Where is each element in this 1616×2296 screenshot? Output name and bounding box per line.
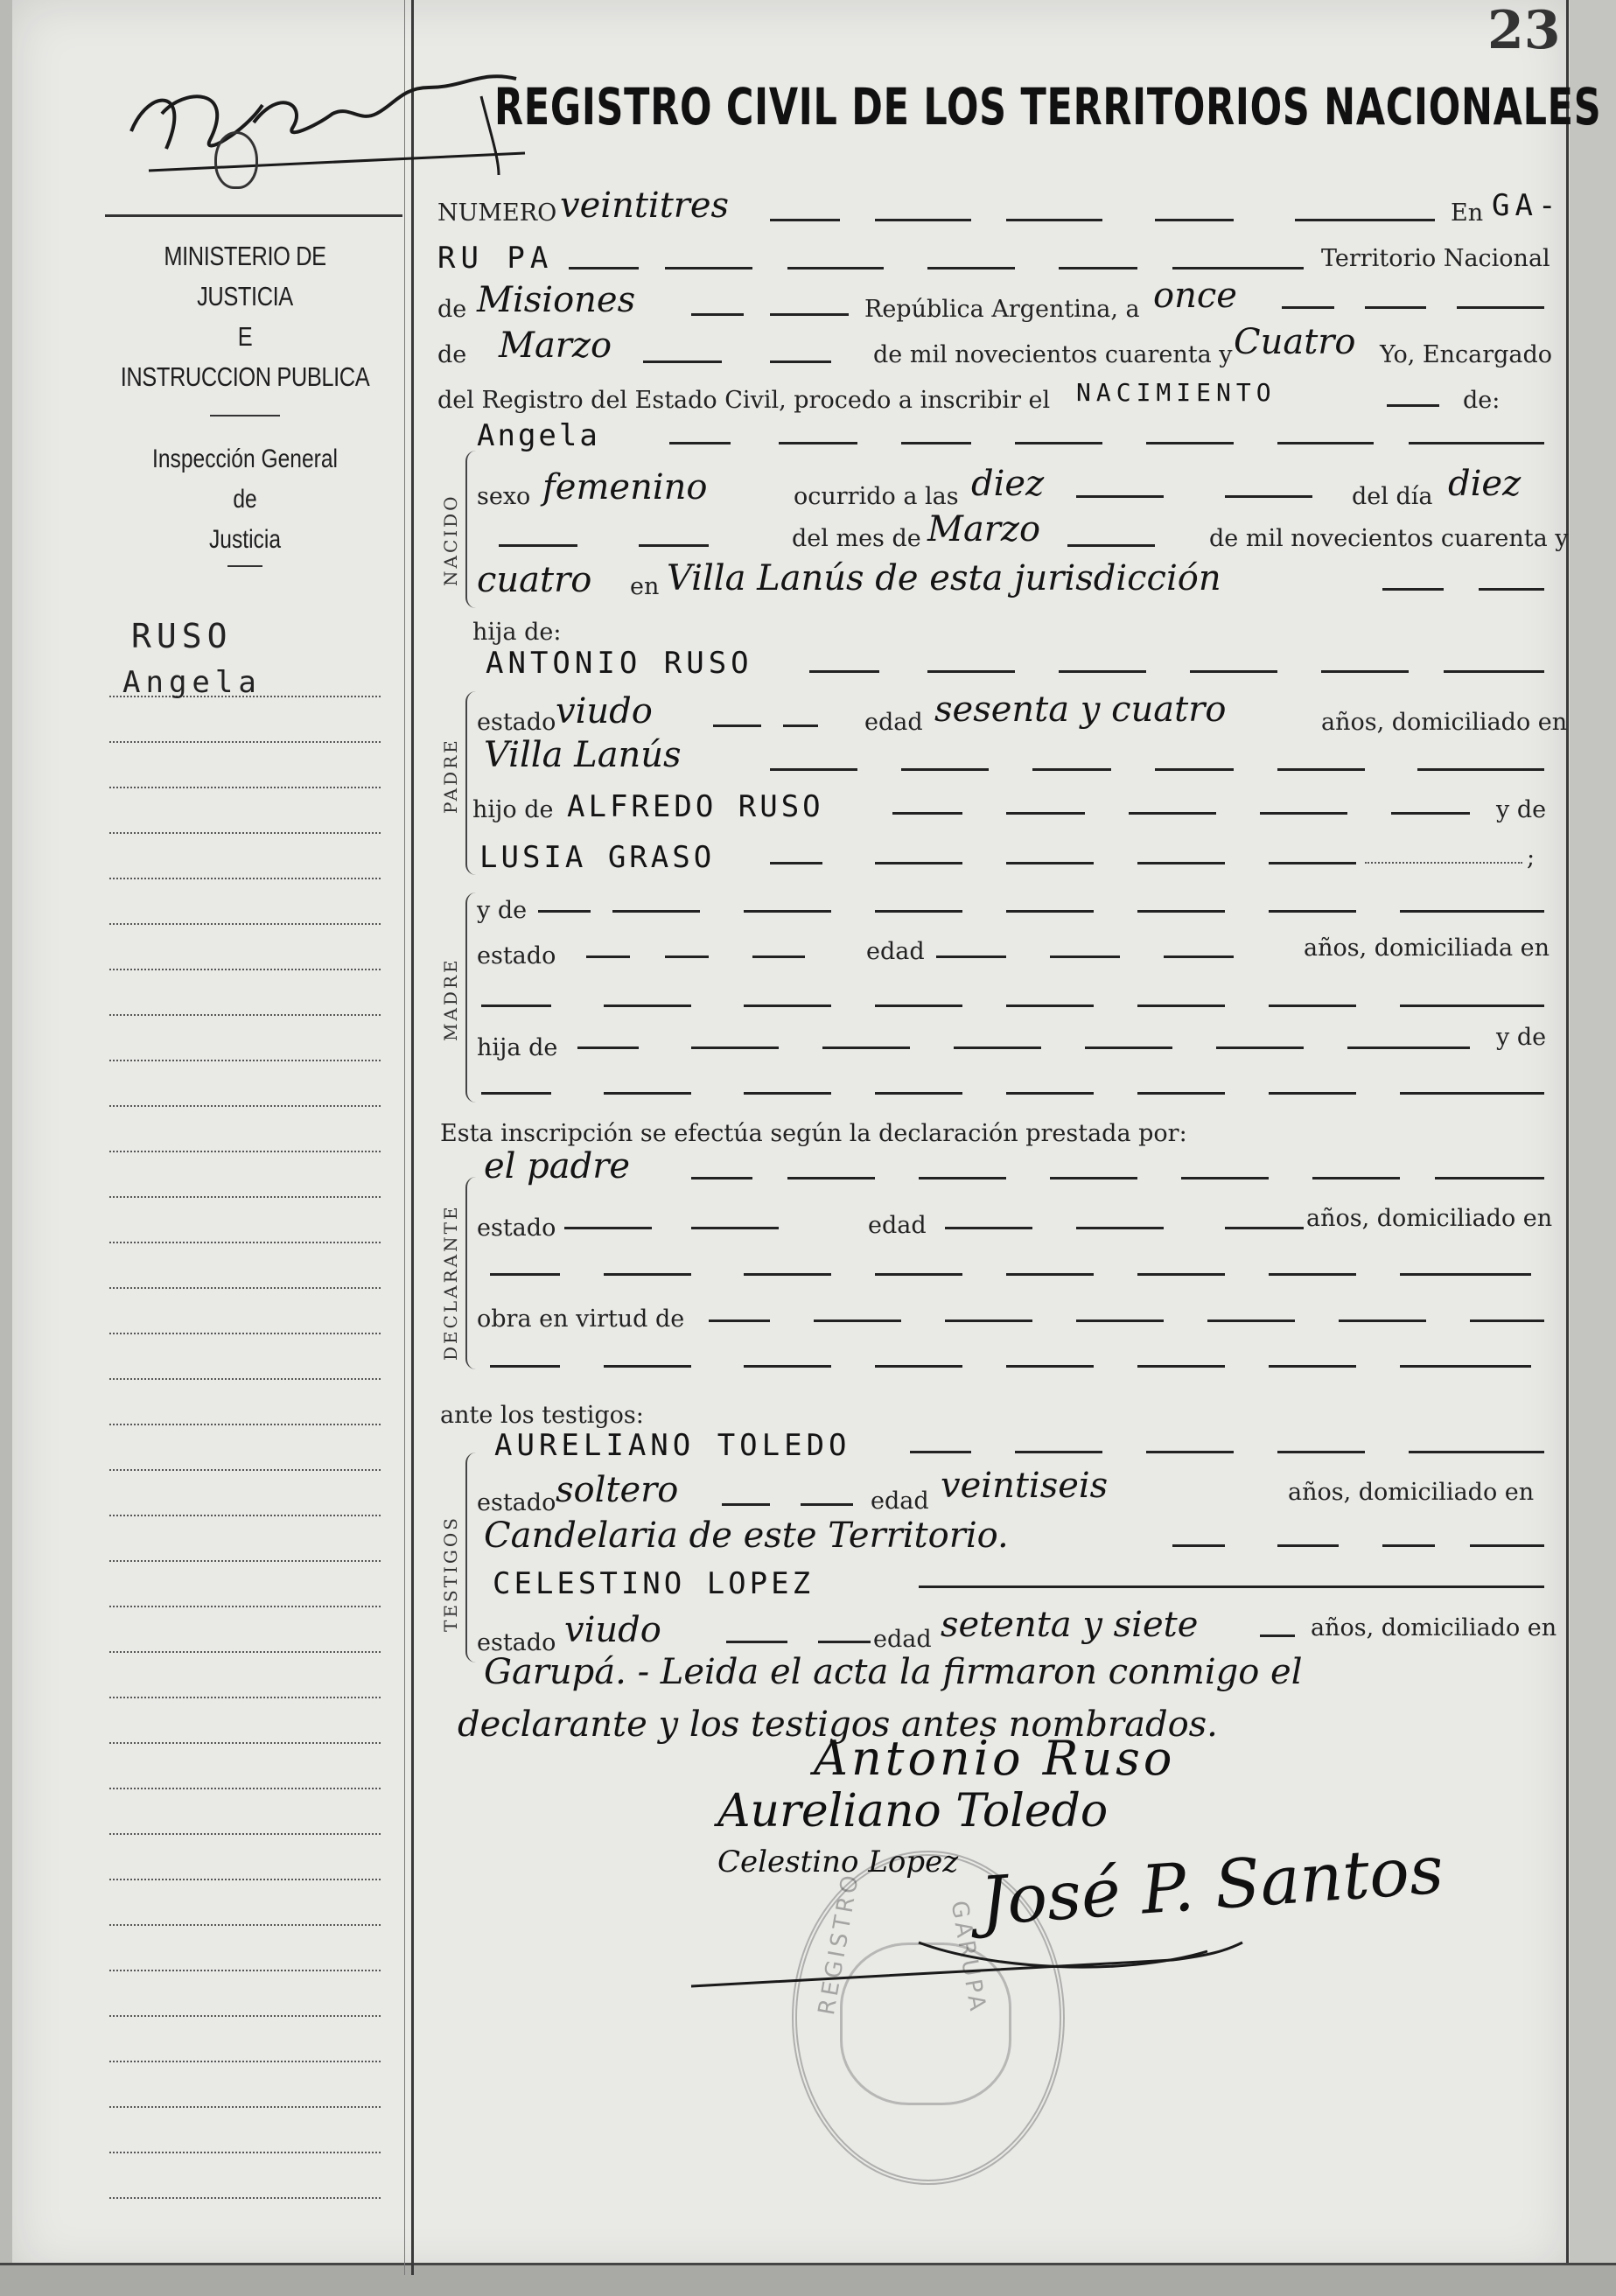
month-value: Marzo bbox=[499, 326, 612, 366]
filler-dash bbox=[954, 1046, 1041, 1049]
filler-dash bbox=[713, 724, 761, 727]
del-dia-label: del día bbox=[1352, 483, 1433, 510]
filler-dash bbox=[1190, 670, 1277, 673]
filler-dash bbox=[1225, 1227, 1304, 1229]
filler-dash bbox=[722, 1503, 770, 1506]
witness1-name: AURELIANO TOLEDO bbox=[494, 1428, 851, 1463]
filler-dash bbox=[691, 1046, 779, 1049]
filler-dash bbox=[875, 1092, 962, 1095]
filler-dash bbox=[1076, 1320, 1164, 1322]
filler-dash bbox=[1006, 219, 1102, 221]
inspection-line-3: Justicia bbox=[208, 525, 282, 554]
filler-dash bbox=[1050, 1177, 1137, 1180]
filler-dash bbox=[770, 862, 822, 864]
en-label: En bbox=[1451, 200, 1484, 227]
filler-dash bbox=[1059, 670, 1146, 673]
label-padre: PADRE bbox=[440, 738, 461, 814]
filler-dash bbox=[1032, 768, 1111, 771]
year-value: Cuatro bbox=[1234, 322, 1356, 362]
w2-anos-domiciliado-label: años, domiciliado en bbox=[1311, 1614, 1557, 1642]
filler-dash bbox=[1277, 1451, 1365, 1453]
margin-surname: RUSO bbox=[131, 617, 233, 655]
closing-line-2: declarante y los testigos antes nombrados. bbox=[458, 1704, 1218, 1745]
hijo-de-label: hijo de bbox=[472, 796, 554, 823]
filler-dash bbox=[709, 1320, 770, 1322]
filler-dash bbox=[910, 1451, 971, 1453]
filler-dash bbox=[1225, 495, 1312, 498]
filler-dash bbox=[586, 956, 630, 958]
filler-dash bbox=[1470, 1320, 1544, 1322]
filler-dash bbox=[1216, 1046, 1304, 1049]
filler-dots bbox=[1365, 862, 1522, 864]
filler-dash bbox=[1277, 1544, 1339, 1547]
declaration-label: Esta inscripción se efectúa según la declaración prestada por: bbox=[440, 1120, 1187, 1147]
document-title: REGISTRO CIVIL DE LOS TERRITORIOS NACIONALES bbox=[494, 77, 1602, 136]
inspection-line-1: Inspección General bbox=[152, 444, 338, 473]
filler-dash bbox=[1137, 862, 1225, 864]
mil-label-2: de mil novecientos cuarenta y bbox=[1209, 525, 1569, 552]
filler-dash bbox=[1155, 768, 1234, 771]
filler-dash bbox=[1137, 1004, 1225, 1007]
filler-dash bbox=[787, 1177, 875, 1180]
w1-anos-domiciliado-label: años, domiciliado en bbox=[1288, 1479, 1535, 1506]
del-mes-label: del mes de bbox=[792, 525, 921, 552]
filler-dash bbox=[604, 1365, 691, 1368]
filler-dash bbox=[770, 313, 849, 316]
filler-dash bbox=[875, 219, 971, 221]
father-mother: LUSIA GRASO bbox=[479, 840, 716, 875]
filler-dash bbox=[1059, 267, 1137, 270]
filler-dash bbox=[1146, 442, 1234, 444]
father-father: ALFREDO RUSO bbox=[567, 789, 824, 824]
filler-dash bbox=[1400, 1273, 1531, 1276]
page-number: 23 bbox=[1487, 0, 1561, 61]
filler-dash bbox=[577, 1046, 639, 1049]
filler-dash bbox=[1269, 1004, 1356, 1007]
madre-brace bbox=[465, 892, 479, 1102]
signature-celestino-lopez: Celestino Lopez bbox=[717, 1844, 959, 1880]
filler-dash bbox=[892, 812, 962, 815]
filler-dash bbox=[1382, 588, 1444, 591]
birth-place: Villa Lanús de esta jurisdicción bbox=[667, 558, 1221, 598]
filler-dash bbox=[1391, 812, 1470, 815]
filler-dash bbox=[691, 313, 744, 316]
father-age: sesenta y cuatro bbox=[934, 690, 1227, 730]
birth-month: Marzo bbox=[927, 509, 1041, 550]
filler-dash bbox=[875, 1273, 962, 1276]
decl-estado-label: estado bbox=[477, 1214, 556, 1242]
filler-dash bbox=[490, 1273, 560, 1276]
filler-dash bbox=[927, 670, 1015, 673]
filler-dash bbox=[1312, 1177, 1400, 1180]
ministry-line-1: MINISTERIO DE JUSTICIA bbox=[164, 241, 326, 312]
filler-dash bbox=[1295, 219, 1435, 221]
estado-label: estado bbox=[477, 709, 556, 736]
filler-dash bbox=[604, 1004, 691, 1007]
right-edge-strip bbox=[1570, 0, 1616, 2296]
coat-of-arms-icon bbox=[214, 131, 258, 189]
filler-dash bbox=[1006, 1365, 1094, 1368]
de-label: de bbox=[437, 296, 467, 323]
mil-label: de mil novecientos cuarenta y bbox=[873, 341, 1233, 368]
witness1-domicile: Candelaria de este Territorio. bbox=[484, 1516, 1009, 1556]
filler-dash bbox=[744, 1004, 831, 1007]
filler-dash bbox=[1006, 1273, 1094, 1276]
edad-label: edad bbox=[864, 709, 923, 736]
anos-domiciliado-label: años, domiciliado en bbox=[1321, 709, 1568, 736]
filler-dash bbox=[809, 670, 879, 673]
w1-edad-label: edad bbox=[871, 1488, 929, 1515]
republica-label: República Argentina, a bbox=[864, 296, 1140, 323]
filler-dash bbox=[1260, 1634, 1295, 1637]
territorio-label: Territorio Nacional bbox=[1321, 245, 1550, 272]
filler-dash bbox=[787, 267, 884, 270]
act-type: NACIMIENTO bbox=[1076, 378, 1277, 407]
filler-dash bbox=[1382, 1544, 1435, 1547]
filler-dash bbox=[744, 1273, 831, 1276]
father-name: ANTONIO RUSO bbox=[486, 646, 753, 681]
de-label-2: de bbox=[437, 341, 467, 368]
filler-dash bbox=[1444, 670, 1544, 673]
birth-year-word: cuatro bbox=[477, 560, 592, 600]
filler-dash bbox=[1006, 812, 1085, 815]
filler-dash bbox=[744, 1365, 831, 1368]
filler-dash bbox=[770, 360, 831, 363]
filler-dash bbox=[822, 1046, 910, 1049]
witness2-age: setenta y siete bbox=[941, 1605, 1199, 1645]
mother-estado-label: estado bbox=[477, 942, 556, 970]
numero-label: NUMERO bbox=[437, 200, 557, 227]
filler-dash bbox=[481, 1092, 551, 1095]
label-testigos: TESTIGOS bbox=[440, 1516, 461, 1632]
filler-dash bbox=[499, 544, 577, 547]
filler-dash bbox=[1470, 1544, 1544, 1547]
sidebar-rule bbox=[210, 415, 280, 416]
filler-dash bbox=[1137, 910, 1225, 913]
day-value: once bbox=[1153, 276, 1237, 316]
filler-dash bbox=[1365, 306, 1426, 309]
filler-dash bbox=[1400, 1365, 1531, 1368]
filler-dash bbox=[612, 910, 700, 913]
ministry-line-2: E bbox=[237, 321, 253, 352]
y-de-label: y de bbox=[1496, 796, 1547, 823]
filler-dash bbox=[1076, 495, 1164, 498]
witness2-name: CELESTINO LOPEZ bbox=[493, 1566, 815, 1601]
filler-dash bbox=[1207, 1320, 1295, 1322]
filler-dash bbox=[1006, 910, 1094, 913]
filler-dash bbox=[1400, 910, 1544, 913]
filler-dash bbox=[770, 768, 857, 771]
ante-testigos-label: ante los testigos: bbox=[440, 1402, 644, 1429]
en-label-2: en bbox=[630, 573, 660, 600]
filler-dash bbox=[801, 1503, 853, 1506]
filler-dash bbox=[1006, 1004, 1094, 1007]
filler-dash bbox=[875, 1365, 962, 1368]
inspection-line-2: de bbox=[233, 485, 257, 514]
filler-dash bbox=[1155, 219, 1234, 221]
filler-dash bbox=[1172, 1544, 1225, 1547]
filler-dash bbox=[1137, 1273, 1225, 1276]
birth-day: diez bbox=[1448, 464, 1522, 504]
filler-dash bbox=[1387, 404, 1439, 407]
witness1-age: veintiseis bbox=[941, 1466, 1109, 1506]
filler-dash bbox=[1409, 442, 1544, 444]
ocurrido-label: ocurrido a las bbox=[794, 483, 959, 510]
filler-dash bbox=[1050, 956, 1120, 958]
top-signature-scribble bbox=[114, 52, 534, 192]
filler-dash bbox=[1146, 1451, 1234, 1453]
declarante-brace bbox=[465, 1177, 479, 1369]
margin-given-name: Angela bbox=[122, 665, 262, 700]
locality-part2: RU PA bbox=[437, 241, 554, 276]
filler-dash bbox=[1435, 1177, 1544, 1180]
filler-dash bbox=[643, 360, 722, 363]
filler-dash bbox=[1129, 812, 1216, 815]
semicolon: ; bbox=[1527, 844, 1536, 872]
filler-dash bbox=[770, 219, 840, 221]
filler-dash bbox=[945, 1320, 1032, 1322]
registro-label: del Registro del Estado Civil, procedo a inscribir el bbox=[437, 387, 1051, 414]
filler-line bbox=[919, 1586, 1544, 1588]
filler-dash bbox=[814, 1320, 901, 1322]
sexo-label: sexo bbox=[477, 483, 531, 510]
filler-dash bbox=[1164, 956, 1234, 958]
filler-dash bbox=[1347, 1046, 1470, 1049]
filler-dash bbox=[490, 1365, 560, 1368]
filler-dash bbox=[783, 724, 818, 727]
filler-dash bbox=[1269, 1092, 1356, 1095]
stamp-text-left: REGISTRO bbox=[814, 1870, 865, 2018]
filler-dash bbox=[1015, 1451, 1102, 1453]
filler-dash bbox=[564, 1227, 652, 1229]
filler-dash bbox=[1260, 812, 1347, 815]
filler-dash bbox=[1277, 768, 1365, 771]
filler-dash bbox=[901, 442, 971, 444]
filler-dash bbox=[726, 1641, 787, 1643]
filler-dash bbox=[1457, 306, 1544, 309]
declarant: el padre bbox=[484, 1146, 631, 1186]
filler-dash bbox=[665, 956, 709, 958]
filler-dash bbox=[1269, 1273, 1356, 1276]
filler-dash bbox=[1172, 267, 1304, 270]
mother-hija-de-label: hija de bbox=[477, 1034, 558, 1061]
hija-de-label: hija de: bbox=[472, 619, 562, 646]
w2-edad-label: edad bbox=[873, 1626, 932, 1653]
anos-domiciliada-label: años, domiciliada en bbox=[1304, 934, 1550, 962]
filler-dash bbox=[1417, 768, 1544, 771]
filler-dash bbox=[1282, 306, 1334, 309]
margin-divider-thin bbox=[404, 0, 405, 2275]
filler-dash bbox=[639, 544, 709, 547]
label-declarante: DECLARANTE bbox=[440, 1204, 461, 1361]
signature-flourish bbox=[682, 1916, 1470, 2021]
filler-dash bbox=[919, 1177, 1006, 1180]
father-estado: viudo bbox=[556, 691, 653, 732]
filler-dash bbox=[1400, 1092, 1544, 1095]
filler-dash bbox=[901, 768, 989, 771]
margin-note-lines bbox=[109, 652, 381, 2199]
filler-dash bbox=[1067, 544, 1155, 547]
filler-dash bbox=[744, 1092, 831, 1095]
bottom-edge-strip bbox=[0, 2264, 1616, 2296]
sidebar-ministry bbox=[87, 236, 402, 572]
witness2-estado: viudo bbox=[564, 1610, 661, 1650]
filler-dash bbox=[1006, 1092, 1094, 1095]
filler-dash bbox=[538, 910, 591, 913]
decl-edad-label: edad bbox=[868, 1212, 927, 1239]
sexo-value: femenino bbox=[542, 467, 708, 508]
label-madre: MADRE bbox=[440, 957, 461, 1041]
filler-dash bbox=[1015, 442, 1102, 444]
mother-y-de-2-label: y de bbox=[1496, 1024, 1547, 1051]
filler-dash bbox=[936, 956, 1006, 958]
filler-dash bbox=[1479, 588, 1544, 591]
filler-dash bbox=[875, 862, 962, 864]
filler-dash bbox=[1137, 1092, 1225, 1095]
filler-dash bbox=[604, 1273, 691, 1276]
filler-dash bbox=[1400, 1004, 1544, 1007]
filler-dash bbox=[569, 267, 639, 270]
filler-dash bbox=[744, 910, 831, 913]
signature-aureliano-toledo: Aureliano Toledo bbox=[717, 1785, 1109, 1838]
decl-anos-domiciliado-label: años, domiciliado en bbox=[1306, 1205, 1553, 1232]
closing-line-1: Garupá. - Leida el acta la firmaron conmigo el bbox=[484, 1652, 1303, 1692]
filler-dash bbox=[691, 1177, 752, 1180]
top-left-rule bbox=[105, 214, 402, 217]
stamp-text-right: GARUPA bbox=[945, 1899, 991, 2017]
filler-dash bbox=[1269, 910, 1356, 913]
sidebar-rule-small bbox=[227, 565, 262, 567]
signature-antonio-ruso: Antonio Ruso bbox=[814, 1731, 1176, 1786]
filler-dash bbox=[875, 1004, 962, 1007]
witness1-estado: soltero bbox=[556, 1470, 679, 1510]
filler-dash bbox=[1321, 670, 1409, 673]
child-name: Angela bbox=[477, 418, 600, 453]
filler-dash bbox=[927, 267, 1015, 270]
ministry-line-3: INSTRUCCION PUBLICA bbox=[120, 361, 370, 392]
w2-estado-label: estado bbox=[477, 1629, 556, 1656]
filler-dash bbox=[669, 442, 731, 444]
filler-dash bbox=[752, 956, 805, 958]
yo-label: Yo, Encargado bbox=[1380, 341, 1553, 368]
filler-dash bbox=[604, 1092, 691, 1095]
hour-value: diez bbox=[971, 464, 1045, 504]
filler-dash bbox=[875, 910, 962, 913]
filler-dash bbox=[691, 1227, 779, 1229]
filler-dash bbox=[1085, 1046, 1172, 1049]
mother-edad-label: edad bbox=[866, 938, 925, 965]
father-domicile: Villa Lanús bbox=[484, 735, 682, 775]
filler-dash bbox=[1409, 1451, 1544, 1453]
mother-y-de-label: y de bbox=[477, 897, 528, 924]
de-colon: de: bbox=[1463, 387, 1501, 414]
obra-label: obra en virtud de bbox=[477, 1306, 685, 1333]
filler-dash bbox=[779, 442, 857, 444]
filler-dash bbox=[1269, 1365, 1356, 1368]
filler-dash bbox=[1269, 862, 1356, 864]
filler-dash bbox=[818, 1641, 871, 1643]
filler-dash bbox=[1006, 862, 1094, 864]
filler-dash bbox=[665, 267, 752, 270]
filler-dash bbox=[1076, 1227, 1164, 1229]
filler-dash bbox=[481, 1004, 551, 1007]
signature-registrar: José P. Santos bbox=[977, 1830, 1446, 1941]
filler-dash bbox=[945, 1227, 1032, 1229]
locality-part1: GA- bbox=[1492, 188, 1562, 223]
territory-value: Misiones bbox=[477, 280, 636, 320]
bottom-edge-line bbox=[0, 2263, 1616, 2265]
numero-value: veintitres bbox=[560, 186, 730, 226]
right-edge-line bbox=[1566, 0, 1569, 2296]
w1-estado-label: estado bbox=[477, 1489, 556, 1516]
filler-dash bbox=[1181, 1177, 1269, 1180]
label-nacido: NACIDO bbox=[440, 494, 461, 586]
filler-dash bbox=[1277, 442, 1374, 444]
margin-divider bbox=[411, 0, 414, 2275]
filler-dash bbox=[1339, 1320, 1426, 1322]
filler-dash bbox=[1137, 1365, 1225, 1368]
